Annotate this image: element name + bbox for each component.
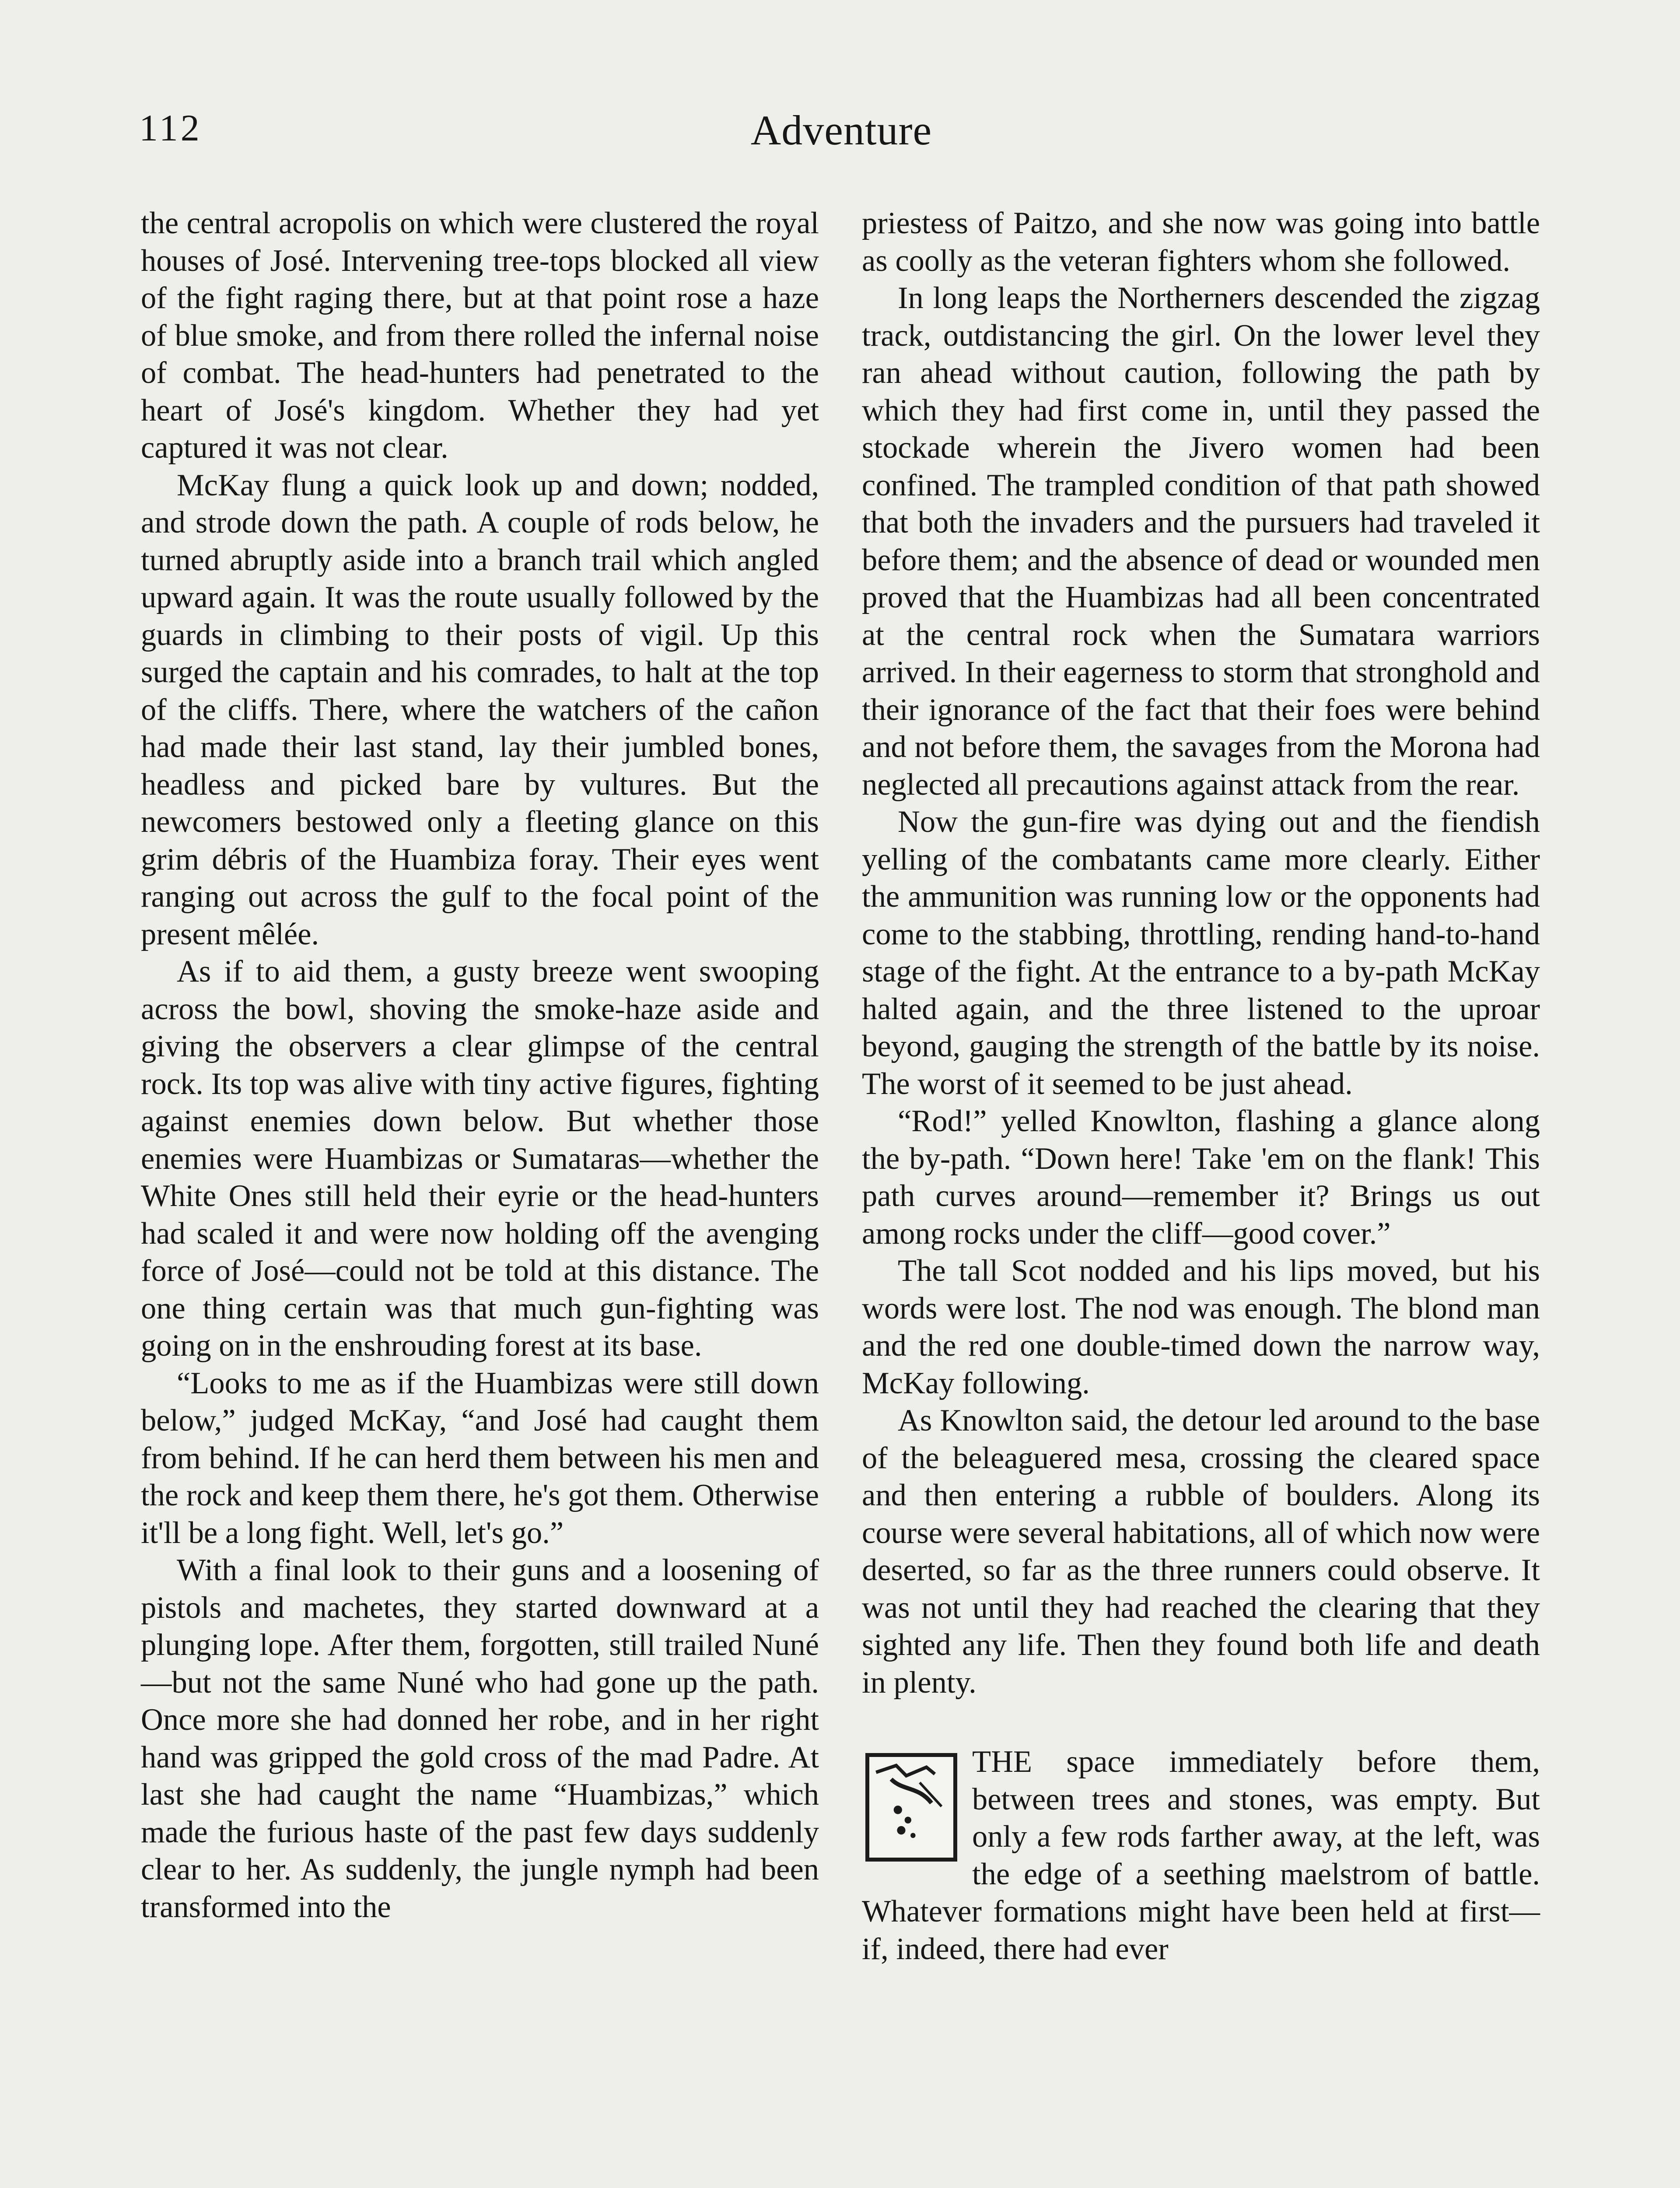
page-header [139,106,1544,167]
decorative-initial-icon [865,1753,957,1862]
paragraph: Now the gun-fire was dying out and the fiendish yelling of the combatants came more clearly. Either the ammunition was running low or the opponents had come to the stabbing, throttling, rending hand-to-hand stage of the fight. At the entrance to a by-path McKay halted again, and the three listened to the uproar beyond, gauging the strength of the battle by its noise. The worst of it seemed to be just ahead. [862,805,1540,1101]
paragraph: As Knowlton said, the detour led around to the base of the beleaguered mesa, crossing the cleared space and then entering a rubble of boulders. Along its course were several habitations, all of which now were deserted, so far as the three runners could observe. It was not until they had reached the clearing that they sighted any life. Then they found both life and death in plenty. [862,1403,1540,1700]
section-break [862,1743,1540,1968]
paragraph: As if to aid them, a gusty breeze went swooping across the bowl, shoving the smoke-haze aside and giving the observers a clear glimpse of the central rock. Its top was alive with tiny active figures, fighting against enemies down below. But whether those enemies were Huambizas or Sumataras—whether the White Ones still held their eyrie or the head-hunters had scaled it and were now holding off the avenging force of José—could not be told at this distance. The one thing certain was that much gun-fighting was going on in the enshrouding forest at its base. [141,954,819,1363]
paragraph: “Rod!” yelled Knowlton, flashing a glance along the by-path. “Down here! Take 'em on the flank! This path curves around—remember it? Brings us out among rocks under the cliff—good cover.” [862,1104,1540,1251]
section-opening-paragraph: THE space immediately before them, between trees and stones, was empty. But only a few rods farther away, at the left, was the edge of a seething maelstrom of battle. Whatever formations might have been held at first—if, indeed, there had ever [862,1745,1540,1966]
paragraph: the central acropolis on which were clustered the royal houses of José. Intervening tree-tops blocked all view of the fight raging there, but at that point rose a haze of blue smoke, and from there rolled the infernal noise of combat. The head-hunters had penetrated to the heart of José's kingdom. Whether they had yet captured it was not clear. [141,206,819,465]
page-number: 112 [139,107,202,149]
magazine-title: Adventure [750,107,932,154]
paragraph: priestess of Paitzo, and she now was going into battle as coolly as the veteran fighters whom she followed. [862,206,1540,278]
paragraph: “Looks to me as if the Huambizas were still down below,” judged McKay, “and José had caught them from behind. If he can herd them between his men and the rock and keep them there, he's got them. Otherwise it'll be a long fight. Well, let's go.” [141,1366,819,1550]
paragraph: McKay flung a quick look up and down; nodded, and strode down the path. A couple of rods below, he turned abruptly aside into a branch trail which angled upward again. It was the route usually followed by the guards in climbing to their posts of vigil. Up this surged the captain and his comrades, to halt at the top of the cliffs. There, where the watchers of the cañon had made their last stand, lay their jumbled bones, headless and picked bare by vultures. But the newcomers bestowed only a fleeting glance on this grim débris of the Huambiza foray. Their eyes went ranging out across the gulf to the focal point of the present mêlée. [141,468,819,951]
left-column [141,205,819,1926]
paragraph: In long leaps the Northerners descended the zigzag track, outdistancing the girl. On the lower level they ran ahead without caution, following the path by which they had first come in, until they passed the stockade wherein the Jivero women had been confined. The trampled condition of that path showed that both the invaders and the pursuers had traveled it before them; and the absence of dead or wounded men proved that the Huambizas had all been concentrated at the central rock when the Sumatara warriors arrived. In their eagerness to storm that stronghold and their ignorance of the fact that their foes were behind and not before them, the savages from the Morona had neglected all precautions against attack from the rear. [862,281,1540,802]
right-column [862,205,1540,1968]
paragraph: The tall Scot nodded and his lips moved, but his words were lost. The nod was enough. The blond man and the red one double-timed down the narrow way, McKay following. [862,1254,1540,1400]
paragraph: With a final look to their guns and a loosening of pistols and machetes, they started downward at a plunging lope. After them, forgotten, still trailed Nuné—but not the same Nuné who had gone up the path. Once more she had donned her robe, and in her right hand was gripped the gold cross of the mad Padre. At last she had caught the name “Huambizas,” which made the furious haste of the past few days suddenly clear to her. As suddenly, the jungle nymph had been transformed into the [141,1553,819,1924]
